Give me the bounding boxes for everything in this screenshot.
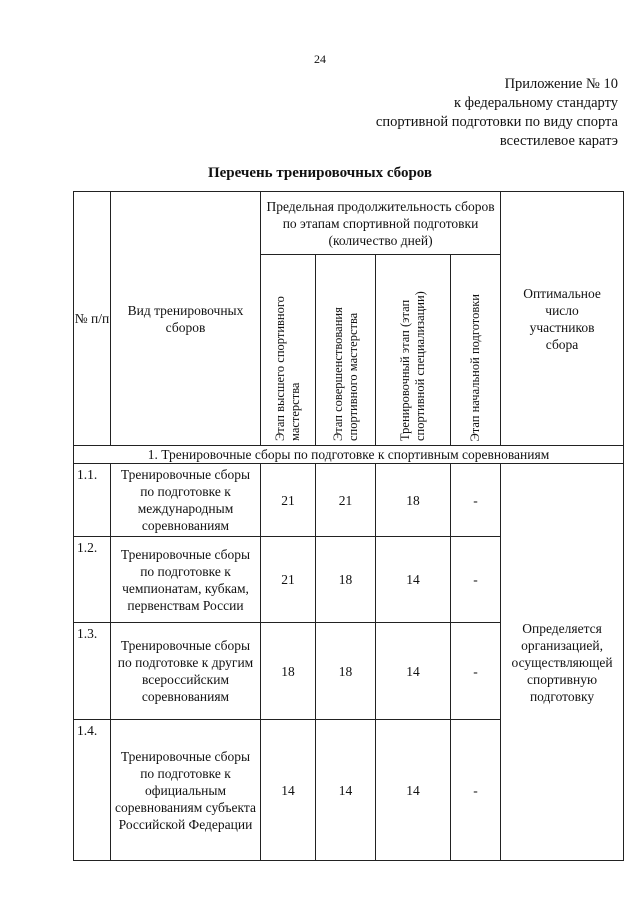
value-training: 14 — [376, 623, 451, 720]
value-improvement: 18 — [316, 537, 376, 623]
value-initial: - — [451, 720, 501, 861]
row-number: 1.4. — [74, 720, 111, 861]
header-number: № п/п — [74, 192, 111, 446]
value-improvement: 21 — [316, 464, 376, 537]
value-improvement: 14 — [316, 720, 376, 861]
header-type: Вид тренировочных сборов — [111, 192, 261, 446]
table-row — [74, 464, 624, 537]
value-higher: 14 — [261, 720, 316, 861]
row-number: 1.3. — [74, 623, 111, 720]
header-stage-initial-label: Этап начальной подготовки — [468, 293, 483, 441]
training-camps-table — [73, 191, 624, 861]
value-training: 14 — [376, 720, 451, 861]
annex-line: всестилевое каратэ — [499, 133, 618, 149]
participants-note: Определяется организацией, осуществляющей спортивную подготовку — [501, 464, 624, 861]
row-name: Тренировочные сборы по подготовке к чемпионатам, кубкам, первенствам России — [111, 537, 261, 623]
header-participants: Оптимальное число участников сбора — [501, 192, 624, 446]
annex-line: спортивной подготовки по виду спорта — [375, 114, 618, 130]
value-improvement: 18 — [316, 623, 376, 720]
annex-heading — [376, 75, 618, 151]
value-initial: - — [451, 623, 501, 720]
row-number: 1.2. — [74, 537, 111, 623]
header-stage-improvement — [316, 255, 376, 446]
value-training: 18 — [376, 464, 451, 537]
row-name: Тренировочные сборы по подготовке к другим всероссийским соревнованиям — [111, 623, 261, 720]
value-initial: - — [451, 464, 501, 537]
value-higher: 18 — [261, 623, 316, 720]
row-number: 1.1. — [74, 464, 111, 537]
value-initial: - — [451, 537, 501, 623]
document-title: Перечень тренировочных сборов — [207, 165, 433, 181]
value-training: 14 — [376, 537, 451, 623]
header-stage-higher-label: Этап высшего спортивного мастерства — [273, 296, 302, 441]
value-higher: 21 — [261, 464, 316, 537]
annex-line: к федеральному стандарту — [454, 95, 618, 111]
header-stage-training — [376, 255, 451, 446]
header-stage-training-label: Тренировочный этап (этап спортивной специализации) — [398, 291, 427, 441]
section-heading: 1. Тренировочные сборы по подготовке к спортивным соревнованиям — [74, 446, 624, 464]
header-stage-higher — [261, 255, 316, 446]
row-name: Тренировочные сборы по подготовке к официальным соревнованиям субъекта Российской Федерации — [111, 720, 261, 861]
header-duration-group: Предельная продолжительность сборов по этапам спортивной подготовки (количество дней) — [261, 192, 501, 255]
header-stage-improvement-label: Этап совершенствования спортивного мастерства — [330, 307, 360, 441]
row-name: Тренировочные сборы по подготовке к международным соревнованиям — [111, 464, 261, 537]
annex-line: Приложение № 10 — [504, 76, 618, 92]
value-higher: 21 — [261, 537, 316, 623]
header-stage-initial — [451, 255, 501, 446]
page-number: 24 — [314, 52, 326, 66]
